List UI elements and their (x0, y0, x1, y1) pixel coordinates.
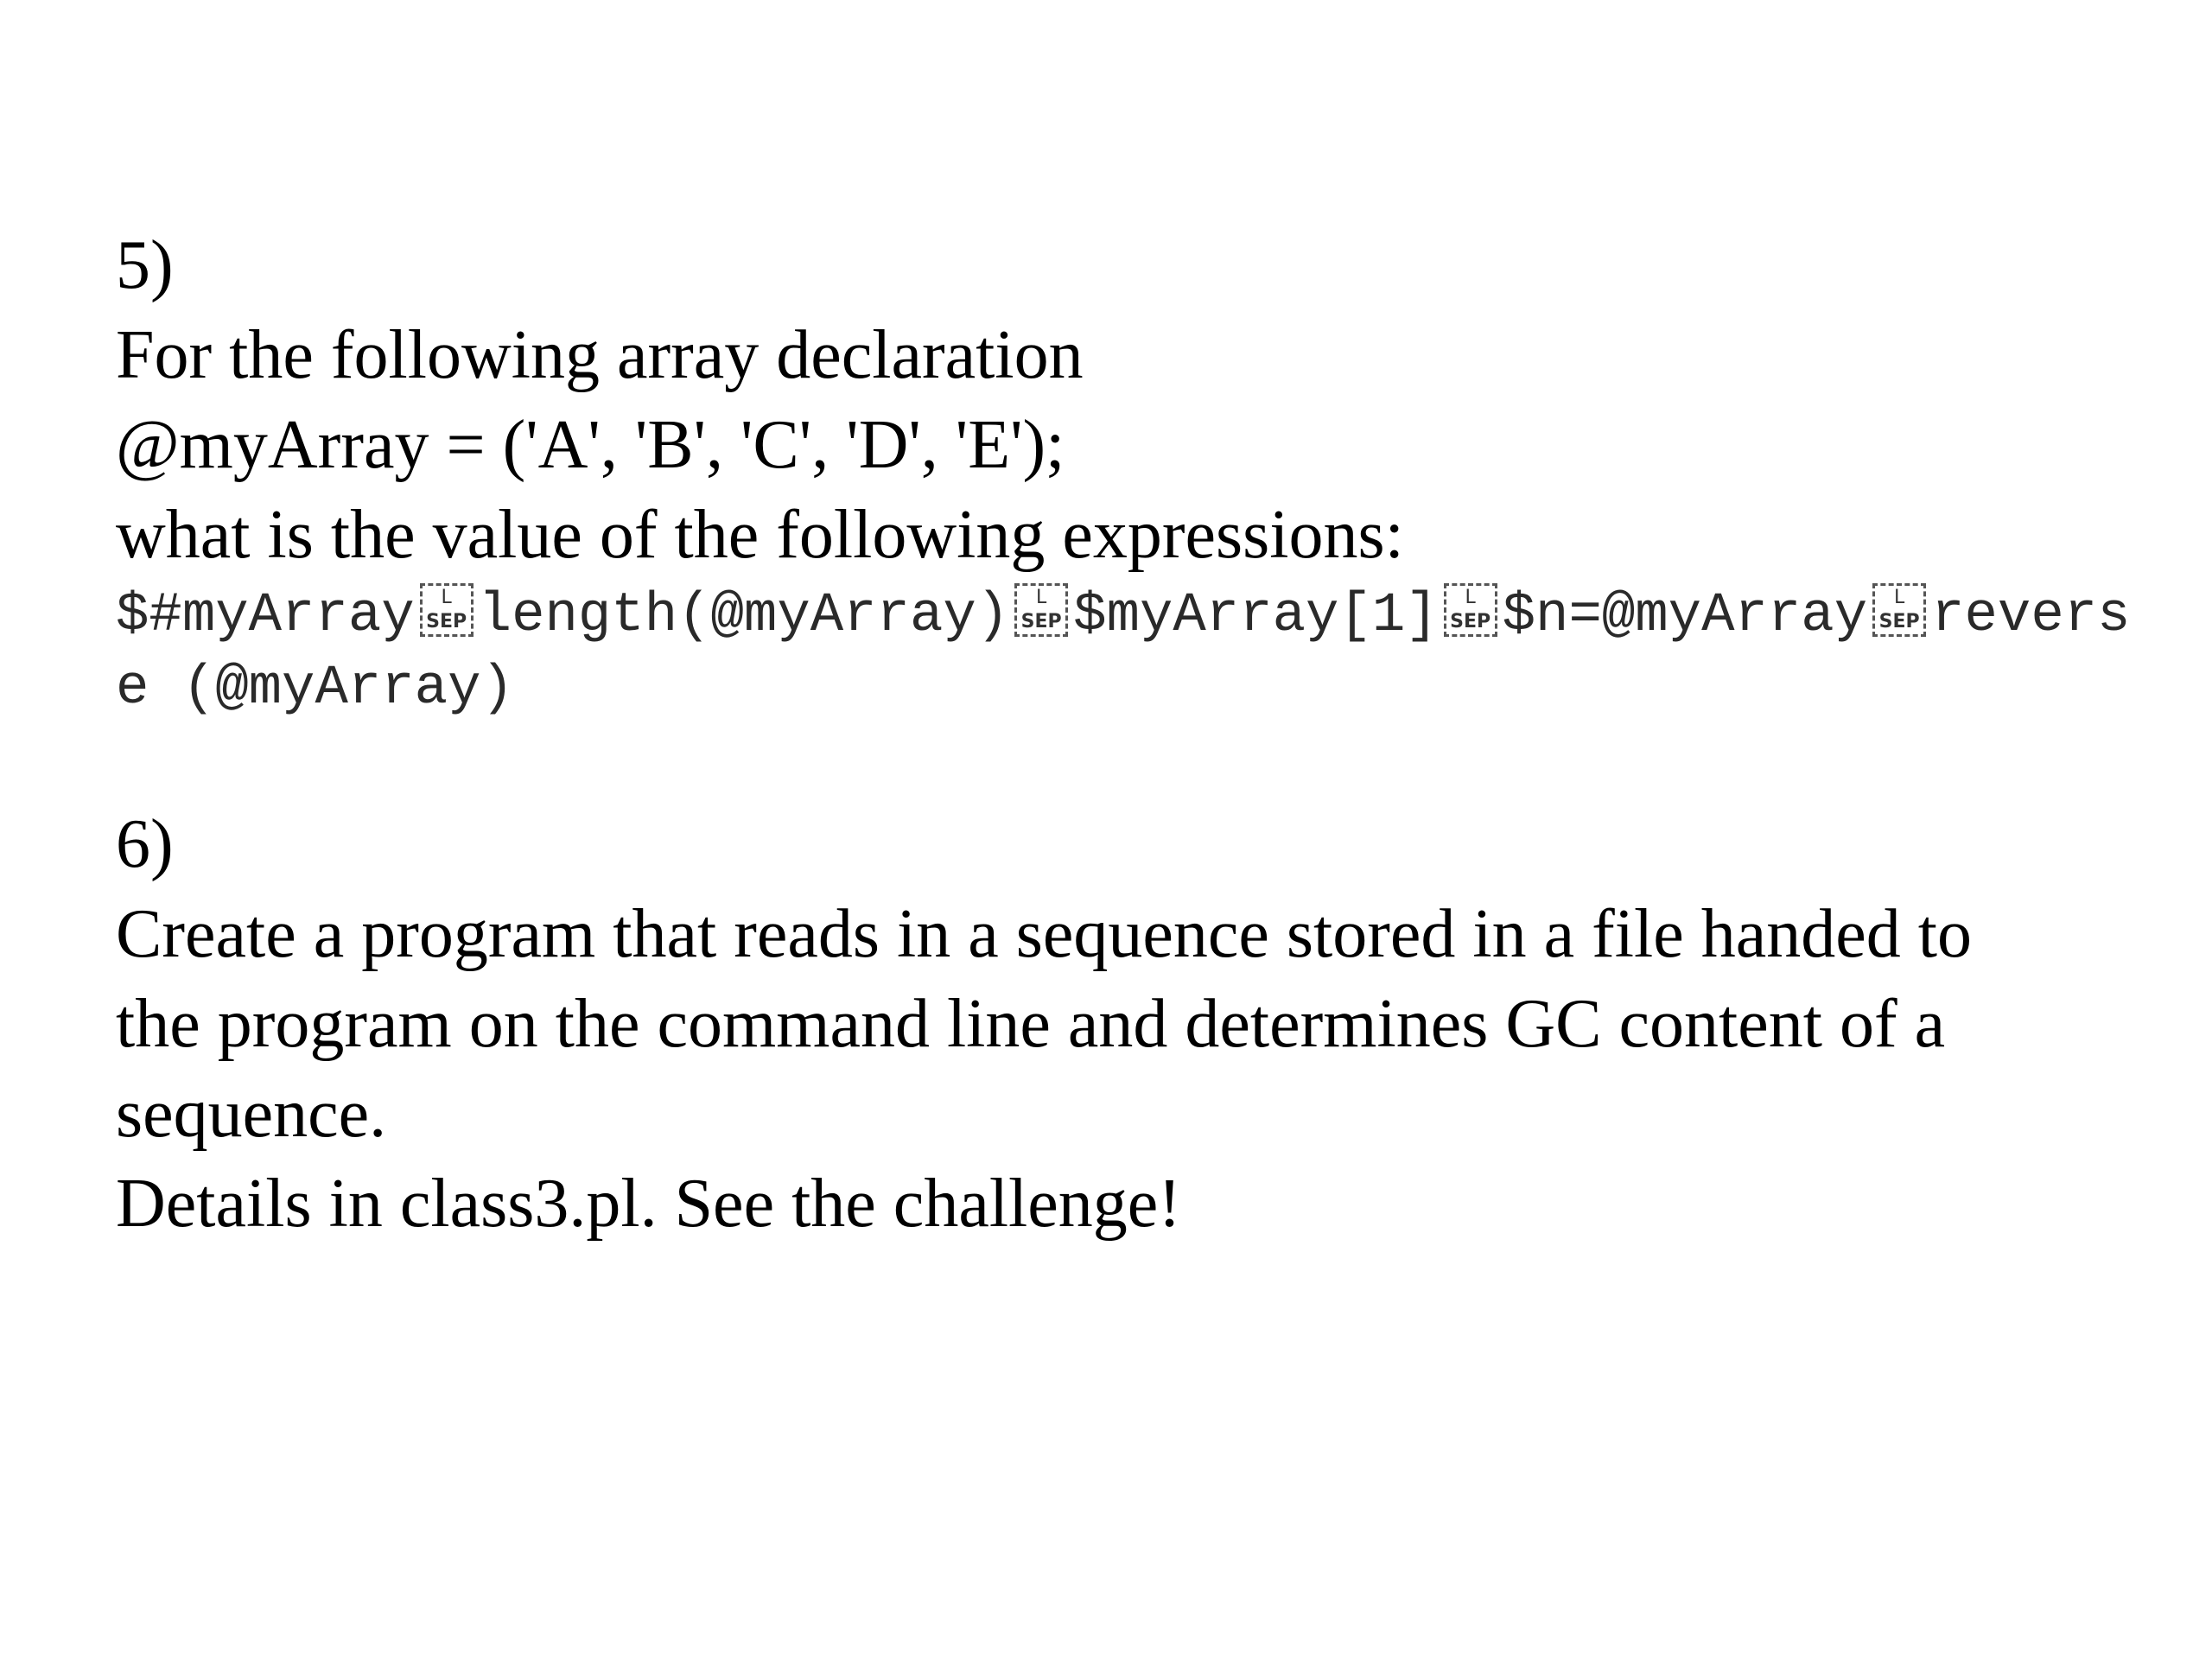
separator-bottom-label: SEP (1878, 611, 1920, 633)
expression: $myArray[1] (1073, 585, 1439, 647)
line-separator-glyph-icon (1869, 582, 1929, 639)
separator-bottom-label: SEP (1450, 611, 1491, 633)
expression: reverse (@myArray) (116, 585, 2131, 720)
line-separator-glyph-icon (1011, 582, 1071, 639)
question-5-declaration: @myArray = ('A', 'B', 'C', 'D', 'E'); (116, 407, 1065, 483)
separator-bottom-label: SEP (1020, 611, 1062, 633)
separator-top-label: L (441, 587, 452, 609)
question-5-question: what is the value of the following expressions: (116, 497, 1404, 573)
question-5 (116, 220, 2129, 725)
question-6-line-3: sequence. (116, 1076, 387, 1152)
question-6-line-1: Create a program that reads in a sequence stored in a file handed to (116, 896, 1973, 972)
separator-top-label: L (1036, 587, 1047, 609)
question-6-line-2: the program on the command line and determines GC content of a (116, 986, 1946, 1062)
question-6-line-4: Details in class3.pl. See the challenge! (116, 1166, 1181, 1242)
expression: $n=@myArray (1502, 585, 1868, 647)
expression: length(@myArray) (478, 585, 1010, 647)
question-6-number: 6) (116, 806, 174, 882)
line-separator-glyph-icon (416, 582, 477, 639)
question-5-number: 5) (116, 227, 174, 303)
separator-bottom-label: SEP (426, 611, 467, 633)
separator-top-label: L (1465, 587, 1476, 609)
separator-top-label: L (1893, 587, 1905, 609)
expression: $#myArray (116, 585, 415, 647)
question-5-expressions (116, 580, 2155, 725)
line-separator-glyph-icon (1440, 582, 1501, 639)
question-6 (116, 799, 2129, 1249)
question-5-prompt: For the following array declaration (116, 317, 1084, 393)
